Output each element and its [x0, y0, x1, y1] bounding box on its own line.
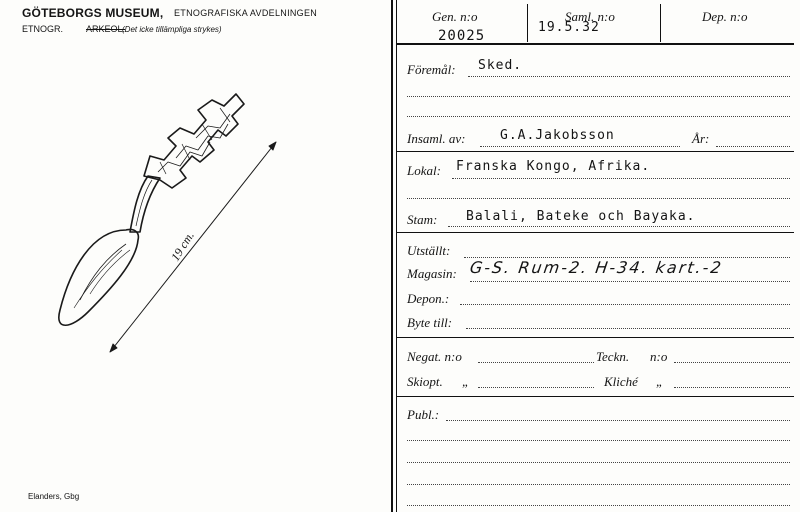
byte-label: Byte till:: [407, 315, 453, 330]
insaml-value: G.A.Jakobsson: [500, 128, 615, 143]
insaml-line: [480, 146, 680, 147]
foremal-line-3: [407, 116, 790, 117]
skiopt-label: Skiopt.: [407, 374, 443, 389]
header-divider-1: [527, 4, 528, 42]
magasin-value: G-S. Rum-2. H-34. kart.-2: [468, 258, 725, 277]
insaml-label: Insaml. av:: [407, 131, 466, 146]
publ-line-4: [407, 484, 790, 485]
saml-no-label: Saml. n:o: [565, 9, 615, 24]
stam-value: Balali, Bateke och Bayaka.: [466, 209, 696, 224]
etnog-label: ETNOGR.: [22, 24, 64, 34]
teckn-line: [674, 362, 790, 363]
publ-line-2: [407, 440, 790, 441]
kliche-ditto: „: [656, 374, 664, 389]
depon-label: Depon.:: [407, 291, 450, 306]
dep-no-label: Dep. n:o: [702, 9, 748, 24]
skiopt-ditto: „: [462, 374, 470, 389]
foremal-value: Sked.: [478, 58, 523, 73]
stam-rule: [397, 232, 794, 233]
magasin-label: Magasin:: [407, 266, 457, 281]
card-inner-border: [396, 0, 397, 512]
byte-line: [466, 328, 790, 329]
foremal-line: [468, 76, 790, 77]
kliche-line: [674, 387, 790, 388]
strike-note: (Det icke tillämpliga strykes): [122, 25, 222, 34]
depon-line: [460, 304, 790, 305]
byte-rule: [397, 337, 794, 338]
spoon-bowl: [59, 229, 139, 325]
spoon-handle: [130, 176, 160, 232]
publ-line-5: [407, 505, 790, 506]
publ-line-3: [407, 462, 790, 463]
teckn-no-label: n:o: [650, 349, 668, 364]
publ-label: Publ.:: [407, 407, 440, 422]
saml-no-value: 19.5.32: [538, 20, 600, 35]
spoon-carved-top: [144, 94, 244, 188]
dimension-line: [110, 142, 276, 352]
skiopt-rule: [397, 396, 794, 397]
foremal-line-2: [407, 96, 790, 97]
utstallt-label: Utställt:: [407, 243, 451, 258]
skiopt-line: [478, 387, 594, 388]
lokal-value: Franska Kongo, Afrika.: [456, 159, 651, 174]
teckn-label: Teckn.: [596, 349, 630, 364]
museum-name: GÖTEBORGS MUSEUM,: [22, 6, 164, 20]
ar-label: År:: [692, 131, 710, 146]
stam-label: Stam:: [407, 212, 438, 227]
department-name: ETNOGRAFISKA AVDELNINGEN: [174, 8, 318, 18]
arkeol-label: ARKEOL.: [86, 24, 126, 34]
lokal-line: [452, 178, 790, 179]
card-left-border: [391, 0, 393, 512]
stam-line: [448, 226, 790, 227]
kliche-label: Kliché: [604, 374, 638, 389]
header-divider-2: [660, 4, 661, 42]
lokal-line-2: [407, 198, 790, 199]
ar-line: [716, 146, 790, 147]
publ-line-1: [446, 420, 790, 421]
insaml-rule: [397, 151, 794, 152]
printer-imprint: Elanders, Gbg: [28, 492, 80, 501]
negat-line: [478, 362, 594, 363]
dimension-label: 19 cm.: [168, 228, 197, 264]
magasin-line: [470, 281, 790, 282]
gen-no-value: 20025: [438, 28, 486, 44]
negat-label: Negat. n:o: [407, 349, 462, 364]
lokal-label: Lokal:: [407, 163, 441, 178]
gen-no-label: Gen. n:o: [432, 9, 478, 24]
spoon-drawing: [40, 80, 340, 380]
foremal-label: Föremål:: [407, 62, 456, 77]
